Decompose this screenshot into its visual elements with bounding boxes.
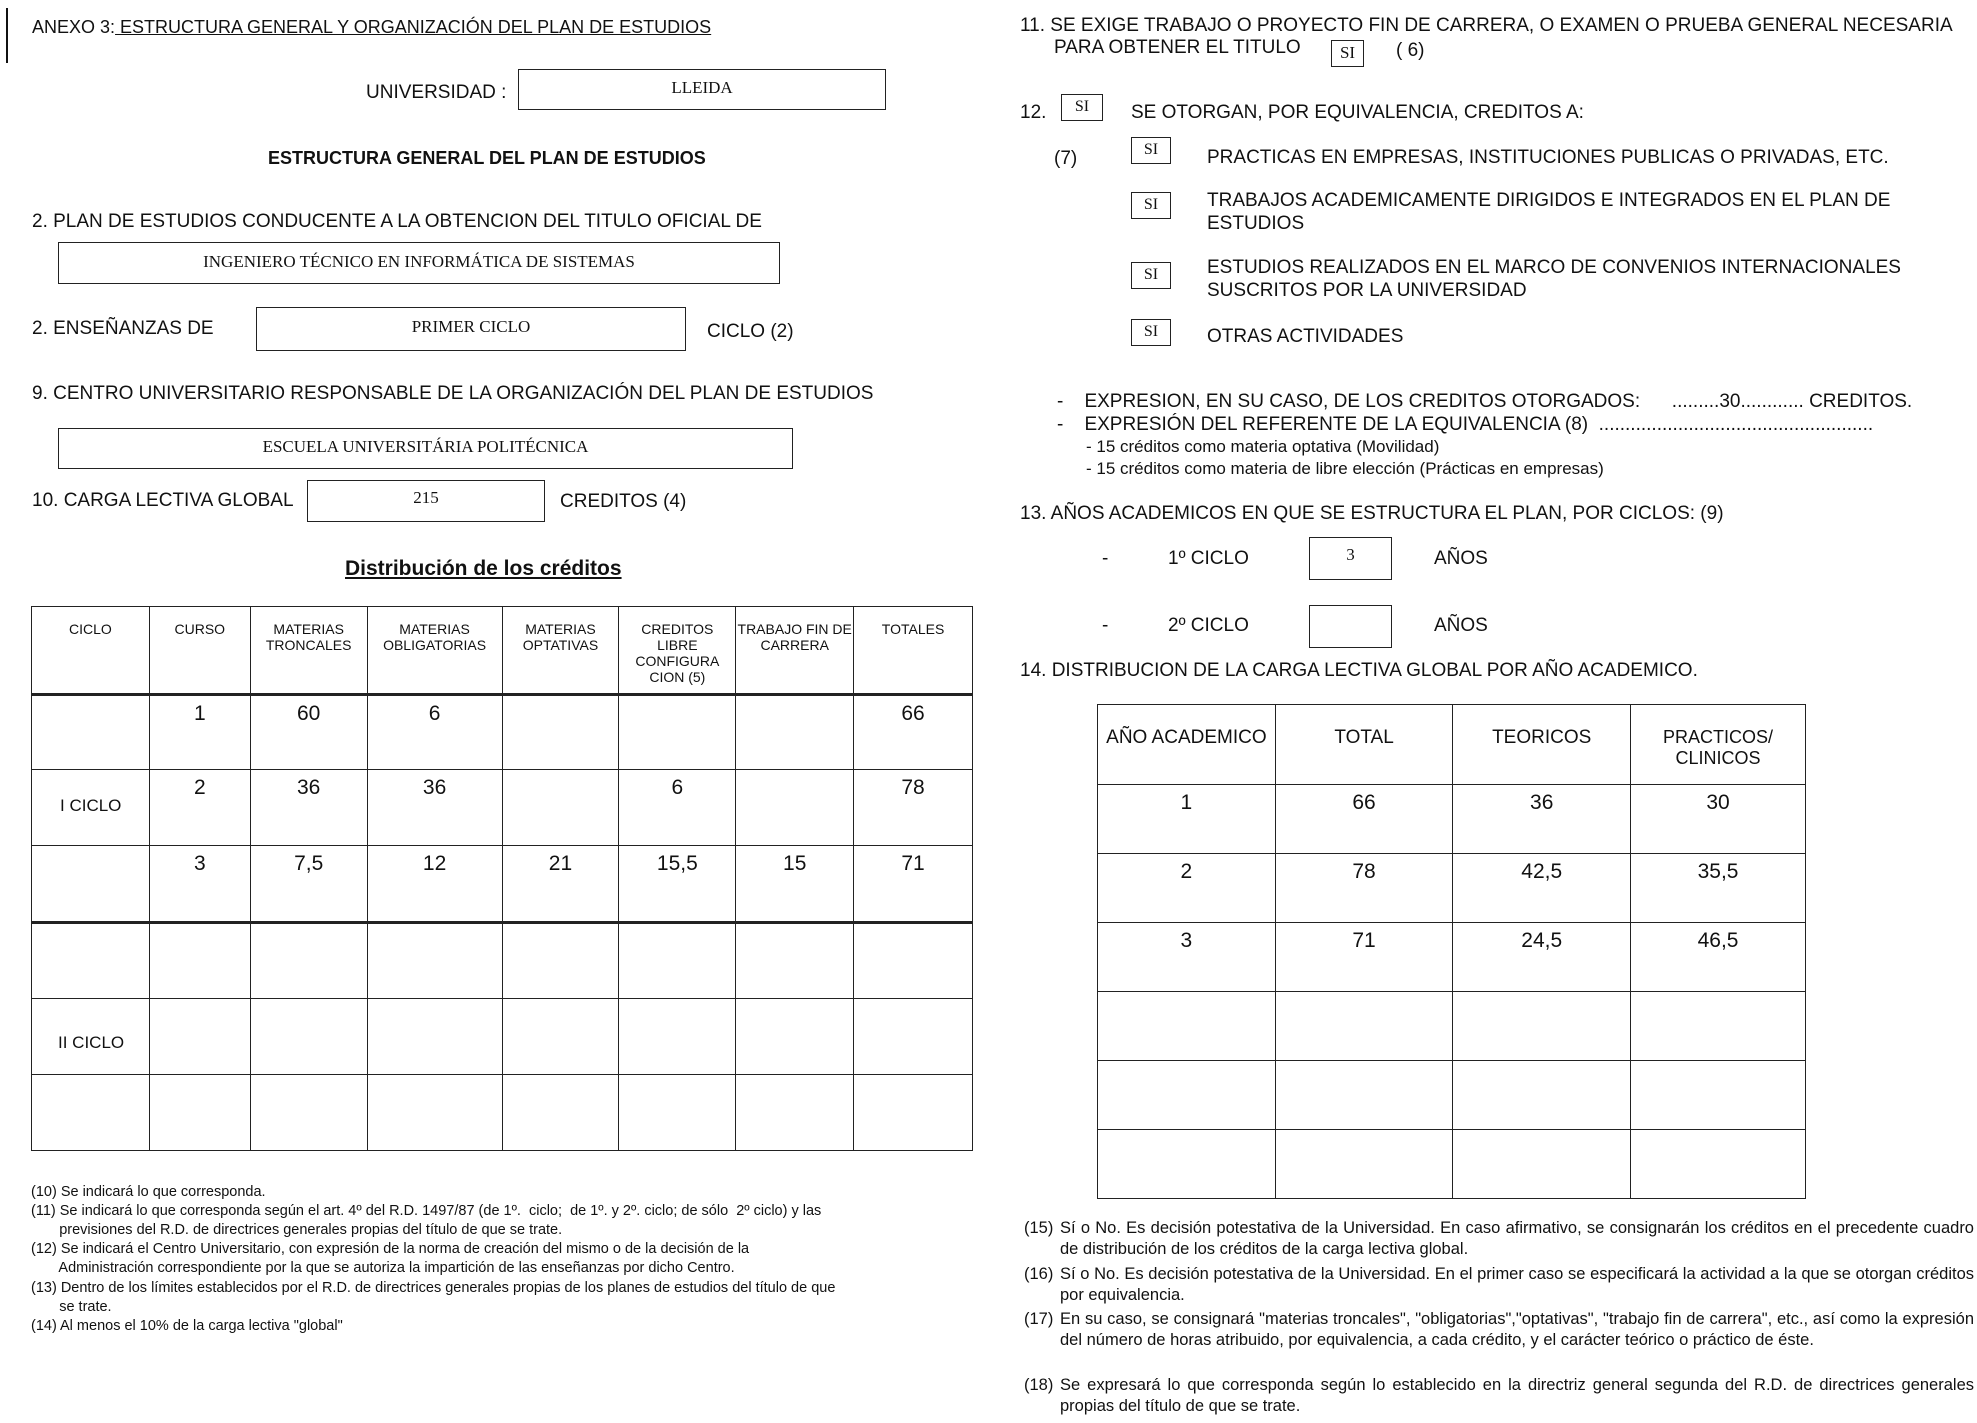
table-row xyxy=(32,999,973,1075)
table-cell xyxy=(736,770,854,846)
table-cell: 78 xyxy=(1275,854,1453,923)
table-cell xyxy=(1631,992,1806,1061)
table-cell xyxy=(367,1075,502,1151)
left-footnote: previsiones del R.D. de directrices generales propias del título de que se trate. xyxy=(31,1222,563,1238)
header-optativas: MATERIAS OPTATIVAS xyxy=(502,607,619,695)
table-row xyxy=(32,770,973,846)
item12-label: SE OTORGAN, POR EQUIVALENCIA, CREDITOS A: xyxy=(1131,102,1584,123)
footnote-text: Sí o No. Es decisión potestativa de la Universidad. En caso afirmativo, se consignarán los créditos en el precedente cuadro de distribución de los créditos de la carga lectiva global. xyxy=(1060,1219,1974,1258)
right-footnote xyxy=(1024,1375,1974,1417)
table-cell xyxy=(149,923,250,999)
left-footnote: (12) Se indicará el Centro Universitario, con expresión de la norma de creación del mismo o de la decisión de la xyxy=(31,1241,750,1257)
universidad-label: UNIVERSIDAD : xyxy=(366,82,507,103)
table-cell xyxy=(502,695,619,770)
item11-si-box: SI xyxy=(1331,40,1364,67)
ciclo-label: CICLO (2) xyxy=(707,321,794,342)
distribucion-heading: Distribución de los créditos xyxy=(345,557,622,580)
anexo-prefix: ANEXO 3: xyxy=(32,17,116,37)
table-cell xyxy=(854,923,973,999)
item12-si-box: SI xyxy=(1061,94,1103,121)
header-totales: TOTALES xyxy=(854,607,973,695)
table-row xyxy=(1098,854,1806,923)
footnote-text: Sí o No. Es decisión potestativa de la Universidad. En el primer caso se especificará la actividad a la que se otorgan créditos por equivalencia. xyxy=(1060,1265,1974,1304)
table-row xyxy=(1098,1061,1806,1130)
header-troncales: MATERIAS TRONCALES xyxy=(250,607,367,695)
table-cell xyxy=(619,1075,736,1151)
ciclo1-value: 3 xyxy=(1309,537,1392,580)
margin-bar xyxy=(6,8,8,63)
table-cell: 2 xyxy=(149,770,250,846)
left-footnote: se trate. xyxy=(31,1299,112,1315)
equiv-label: ESTUDIOS REALIZADOS EN EL MARCO DE CONVENIOS INTERNACIONALES xyxy=(1207,257,1901,278)
header-total: TOTAL xyxy=(1275,705,1453,785)
item11-note: ( 6) xyxy=(1396,40,1425,61)
ensenanzas-label: 2. ENSEÑANZAS DE xyxy=(32,318,214,339)
table-cell xyxy=(367,923,502,999)
table-cell: 42,5 xyxy=(1453,854,1631,923)
table-cell xyxy=(619,999,736,1075)
table-cell xyxy=(736,695,854,770)
table-cell-ciclo: II CICLO xyxy=(32,999,150,1075)
ciclo2-value xyxy=(1309,605,1392,648)
table-cell xyxy=(1098,1130,1276,1199)
equiv-label: OTRAS ACTIVIDADES xyxy=(1207,326,1404,347)
table-cell xyxy=(250,923,367,999)
equiv-detail: - 15 créditos como materia de libre elección (Prácticas en empresas) xyxy=(1086,459,1604,478)
right-footnote xyxy=(1024,1218,1974,1260)
table-cell: 3 xyxy=(149,846,250,923)
table-cell xyxy=(1631,1130,1806,1199)
table-row xyxy=(1098,1130,1806,1199)
table-cell xyxy=(149,1075,250,1151)
table-cell xyxy=(1631,1061,1806,1130)
table-cell xyxy=(367,999,502,1075)
table-cell: 66 xyxy=(1275,785,1453,854)
expresion-creditos: - EXPRESION, EN SU CASO, DE LOS CREDITOS OTORGADOS: .........30............ CREDITOS. xyxy=(1057,391,1913,412)
carga-value: 215 xyxy=(307,480,545,522)
centro-label: 9. CENTRO UNIVERSITARIO RESPONSABLE DE LA ORGANIZACIÓN DEL PLAN DE ESTUDIOS xyxy=(32,383,874,404)
table-row xyxy=(1098,785,1806,854)
left-footnote: Administración correspondiente por la que se autoriza la impartición de las enseñanzas por dicho Centro. xyxy=(31,1260,735,1276)
table-cell-ciclo: I CICLO xyxy=(32,770,150,846)
item11-line1: 11. SE EXIGE TRABAJO O PROYECTO FIN DE CARRERA, O EXAMEN O PRUEBA GENERAL NECESARIA xyxy=(1020,15,1953,36)
table-cell xyxy=(1275,1061,1453,1130)
table-cell xyxy=(854,1075,973,1151)
table-cell xyxy=(619,695,736,770)
header-curso: CURSO xyxy=(149,607,250,695)
table-cell xyxy=(1098,992,1276,1061)
equiv-label-cont: SUSCRITOS POR LA UNIVERSIDAD xyxy=(1207,280,1527,301)
table-header-row xyxy=(32,607,973,695)
item12-num: 12. xyxy=(1020,102,1047,123)
table-cell xyxy=(854,999,973,1075)
centro-value: ESCUELA UNIVERSITÁRIA POLITÉCNICA xyxy=(58,428,793,469)
table-cell xyxy=(1453,1061,1631,1130)
table-cell: 60 xyxy=(250,695,367,770)
anos-label: AÑOS xyxy=(1434,615,1488,636)
table-cell: 3 xyxy=(1098,923,1276,992)
equiv-si-box: SI xyxy=(1131,192,1171,219)
table-cell: 46,5 xyxy=(1631,923,1806,992)
header-ciclo: CICLO xyxy=(32,607,150,695)
table-cell xyxy=(502,1075,619,1151)
table-row xyxy=(32,1075,973,1151)
distribucion-table xyxy=(31,606,973,1151)
anexo-title: ESTRUCTURA GENERAL Y ORGANIZACIÓN DEL PLAN DE ESTUDIOS xyxy=(115,17,712,37)
item12-note: (7) xyxy=(1054,148,1078,169)
table-cell: 24,5 xyxy=(1453,923,1631,992)
table-cell: 2 xyxy=(1098,854,1276,923)
item11-line2: PARA OBTENER EL TITULO xyxy=(1054,37,1301,58)
table-cell xyxy=(32,846,150,923)
table-cell xyxy=(502,923,619,999)
table-cell xyxy=(32,923,150,999)
table-cell: 6 xyxy=(619,770,736,846)
universidad-value: LLEIDA xyxy=(518,69,886,110)
equiv-label-cont: ESTUDIOS xyxy=(1207,213,1305,234)
table-cell xyxy=(502,999,619,1075)
table-cell xyxy=(250,999,367,1075)
footnote-number: (18) xyxy=(1024,1376,1054,1394)
table-cell: 71 xyxy=(854,846,973,923)
dash: - xyxy=(1102,615,1109,636)
table-cell xyxy=(619,923,736,999)
ensenanzas-value: PRIMER CICLO xyxy=(256,307,686,351)
table-row xyxy=(1098,923,1806,992)
carga-label: 10. CARGA LECTIVA GLOBAL xyxy=(32,490,294,511)
table-header-row xyxy=(1098,705,1806,785)
table-cell: 12 xyxy=(367,846,502,923)
dash: - xyxy=(1102,548,1109,569)
table-cell: 15 xyxy=(736,846,854,923)
table-cell: 21 xyxy=(502,846,619,923)
left-footnote: (13) Dentro de los límites establecidos por el R.D. de directrices generales propias de los planes de estudios del título de que xyxy=(31,1280,836,1296)
equiv-label: TRABAJOS ACADEMICAMENTE DIRIGIDOS E INTEGRADOS EN EL PLAN DE xyxy=(1207,190,1891,211)
table-cell xyxy=(1098,1061,1276,1130)
table-cell: 36 xyxy=(1453,785,1631,854)
ciclo1-label: 1º CICLO xyxy=(1168,548,1249,569)
equiv-si-box: SI xyxy=(1131,319,1171,346)
header-ano: AÑO ACADEMICO xyxy=(1098,705,1276,785)
table-cell: 78 xyxy=(854,770,973,846)
table-cell xyxy=(736,999,854,1075)
header-libre-configuracion: CREDITOS LIBRE CONFIGURA CION (5) xyxy=(619,607,736,695)
table-cell xyxy=(1453,992,1631,1061)
table-cell xyxy=(32,1075,150,1151)
creditos-label: CREDITOS (4) xyxy=(560,491,687,512)
table-cell: 66 xyxy=(854,695,973,770)
item14-label: 14. DISTRIBUCION DE LA CARGA LECTIVA GLOBAL POR AÑO ACADEMICO. xyxy=(1020,660,1698,681)
table-cell: 1 xyxy=(149,695,250,770)
right-footnote xyxy=(1024,1264,1974,1306)
plan-label: 2. PLAN DE ESTUDIOS CONDUCENTE A LA OBTENCION DEL TITULO OFICIAL DE xyxy=(32,211,762,232)
table-row xyxy=(32,695,973,770)
table-cell xyxy=(149,999,250,1075)
table-cell xyxy=(502,770,619,846)
anexo-heading xyxy=(32,17,711,38)
item13-label: 13. AÑOS ACADEMICOS EN QUE SE ESTRUCTURA EL PLAN, POR CICLOS: (9) xyxy=(1020,503,1724,524)
table-cell: 30 xyxy=(1631,785,1806,854)
titulo-value: INGENIERO TÉCNICO EN INFORMÁTICA DE SISTEMAS xyxy=(58,242,780,284)
table-cell: 15,5 xyxy=(619,846,736,923)
table-cell xyxy=(1453,1130,1631,1199)
equiv-detail: - 15 créditos como materia optativa (Movilidad) xyxy=(1086,437,1440,456)
left-footnote: (14) Al menos el 10% de la carga lectiva "global" xyxy=(31,1318,343,1334)
table-row xyxy=(32,923,973,999)
right-footnote xyxy=(1024,1309,1974,1351)
ciclo2-label: 2º CICLO xyxy=(1168,615,1249,636)
anos-label: AÑOS xyxy=(1434,548,1488,569)
table-cell xyxy=(32,695,150,770)
table-cell: 6 xyxy=(367,695,502,770)
table-cell: 7,5 xyxy=(250,846,367,923)
table-cell xyxy=(736,1075,854,1151)
footnote-number: (16) xyxy=(1024,1265,1054,1283)
table-cell xyxy=(1275,992,1453,1061)
footnote-number: (15) xyxy=(1024,1219,1054,1237)
table-cell: 36 xyxy=(250,770,367,846)
footnote-text: Se expresará lo que corresponda según lo establecido en la directriz general segunda del R.D. de directrices generales propias del título de que se trate. xyxy=(1060,1376,1974,1415)
table-cell xyxy=(736,923,854,999)
header-obligatorias: MATERIAS OBLIGATORIAS xyxy=(367,607,502,695)
left-footnote: (11) Se indicará lo que corresponda según el art. 4º del R.D. 1497/87 (de 1º. ciclo; de 1º. y 2º. ciclo; de sólo 2º ciclo) y las xyxy=(31,1203,822,1219)
equiv-si-box: SI xyxy=(1131,137,1171,164)
table-cell xyxy=(1275,1130,1453,1199)
header-teoricos: TEORICOS xyxy=(1453,705,1631,785)
table-cell: 35,5 xyxy=(1631,854,1806,923)
table-cell: 71 xyxy=(1275,923,1453,992)
equiv-label: PRACTICAS EN EMPRESAS, INSTITUCIONES PUBLICAS O PRIVADAS, ETC. xyxy=(1207,147,1889,168)
estructura-heading: ESTRUCTURA GENERAL DEL PLAN DE ESTUDIOS xyxy=(268,148,706,168)
footnote-text: En su caso, se consignará "materias troncales", "obligatorias","optativas", "trabajo fin de carrera", etc., así como la expresión del número de horas atribuido, por equivalencia, a cada crédito, y el carácter teórico o práctico de éste. xyxy=(1060,1310,1974,1349)
left-footnote: (10) Se indicará lo que corresponda. xyxy=(31,1184,266,1200)
table-row xyxy=(32,846,973,923)
table-cell: 36 xyxy=(367,770,502,846)
table-cell: 1 xyxy=(1098,785,1276,854)
equiv-si-box: SI xyxy=(1131,262,1171,289)
carga-por-ano-table xyxy=(1097,704,1806,1199)
expresion-referente: - EXPRESIÓN DEL REFERENTE DE LA EQUIVALENCIA (8) .................................................... xyxy=(1057,414,1874,435)
header-trabajo-fin: TRABAJO FIN DE CARRERA xyxy=(736,607,854,695)
table-cell xyxy=(250,1075,367,1151)
footnote-number: (17) xyxy=(1024,1310,1054,1328)
table-row xyxy=(1098,992,1806,1061)
header-practicos: PRACTICOS/ CLINICOS xyxy=(1631,705,1806,785)
